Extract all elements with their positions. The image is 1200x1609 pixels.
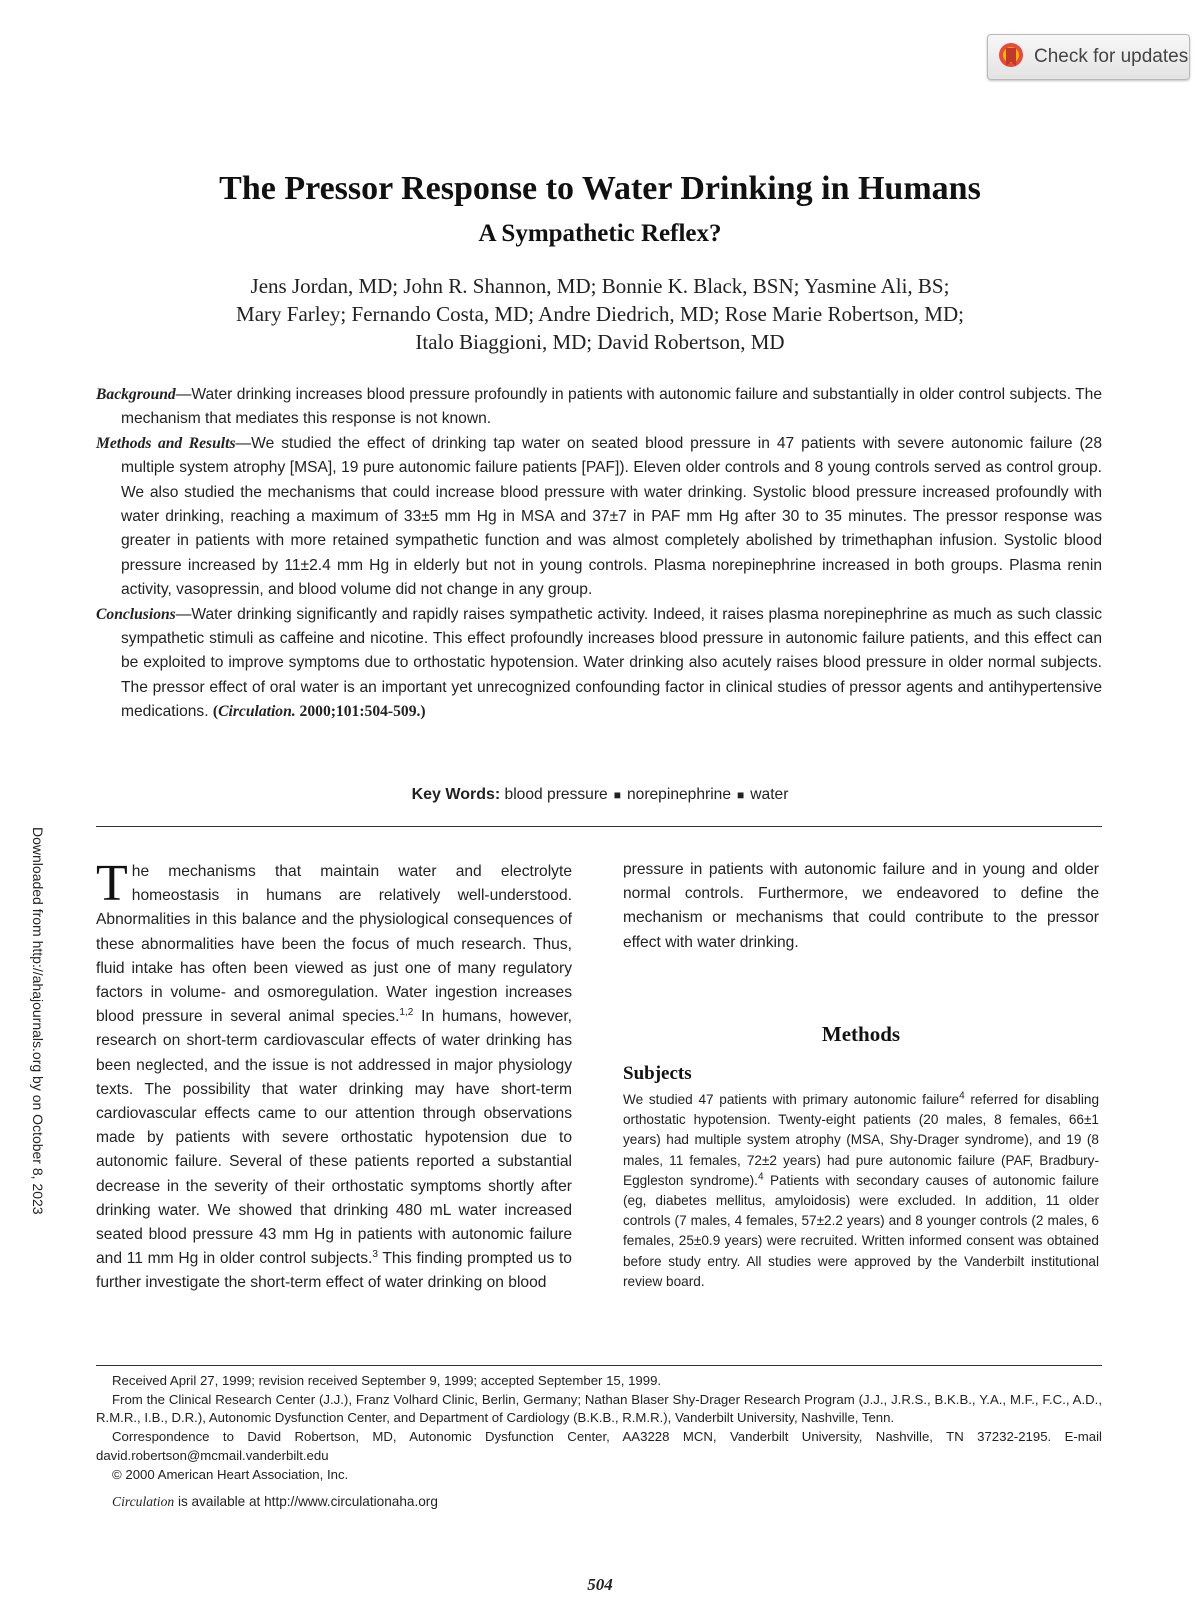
intro-column-left (96, 855, 572, 1296)
intro-text-a: he mechanisms that maintain water and electrolyte homeostasis in humans are relatively well-understood. Abnormalities in this balance and the physiological consequences of these abnormalities have been the focus of much research. Thus, fluid intake has often been viewed as just one of many regulatory factors in volume- and osmoregulation. Water ingestion increases blood pressure in several animal species. (96, 863, 572, 1026)
abstract-background-text: Water drinking increases blood pressure profoundly in patients with autonomic failure and substantially in older control subjects. The mechanism that mediates this response is not known. (121, 386, 1102, 428)
footnote-divider (96, 1365, 1102, 1366)
article-title: The Pressor Response to Water Drinking in Humans (219, 170, 981, 207)
footnote-availability (112, 1493, 1102, 1512)
author-line: Jens Jordan, MD; John R. Shannon, MD; Bonnie K. Black, BSN; Yasmine Ali, BS; (250, 274, 950, 298)
footnote-copyright: © 2000 American Heart Association, Inc. (112, 1466, 349, 1482)
abstract (96, 383, 1102, 725)
intro-text-b: In humans, however, research on short-term cardiovascular effects of water drinking has been neglected, and the issue is not addressed in major physiology texts. The possibility that water drinking may have short-term cardiovascular effects came to our attention through observations made by patients with severe orthostatic hypotension due to autonomic failure. Several of these patients reported a substantial decrease in the severity of their orthostatic symptoms shortly after drinking water. We showed that drinking 480 mL water increased seated blood pressure 43 mm Hg in patients with autonomic failure and 11 mm Hg in older control subjects. (96, 1008, 572, 1268)
footnote-received: Received April 27, 1999; revision received September 9, 1999; accepted September 15, 1999. (112, 1373, 662, 1388)
abstract-methods: Methods and Results—We studied the effect of drinking tap water on seated blood pressure in 47 patients with severe autonomic failure (28 multiple system atrophy [MSA], 19 pure autonomic failure patients [PAF]). Eleven older controls and 8 young controls served as control group. We also studied the mechanisms that could increase blood pressure with water drinking. Systolic blood pressure increased profoundly with water drinking, reaching a maximum of 33±5 mm Hg in MSA and 37±7 in PAF mm Hg after 30 to 35 minutes. The pressor response was greater in patients with more retained sympathetic function and was almost completely abolished by trimethaphan infusion. Systolic blood pressure increased by 11±2.4 mm Hg in elderly but not in young controls. Plasma norepinephrine increased in both groups. Plasma renin activity, vasopressin, and blood volume did not change in any group. (96, 434, 1102, 599)
intro-column-right (623, 858, 1099, 955)
reference-mark: 1,2 (399, 1007, 414, 1019)
abstract-methods-label: Methods and Results (96, 434, 236, 452)
abstract-background: Background—Water drinking increases blood pressure profoundly in patients with autonomic failure and substantially in older control subjects. The mechanism that mediates this response is not known. (96, 386, 1102, 428)
abstract-conclusions: Conclusions—Water drinking significantly and rapidly raises sympathetic activity. Indeed, it raises plasma norepinephrine as much as such classic sympathetic stimuli as caffeine and nicotine. This effect profoundly increases blood pressure in autonomic failure patients, and this effect can be exploited to improve symptoms due to orthostatic hypotension. Water drinking also acutely raises blood pressure in older normal subjects. The pressor effect of oral water is an important yet unrecognized confounding factor in clinical studies of pressor agents and antihypertensive medications. (Circulation. 2000;101:504-509.) (96, 605, 1102, 721)
citation-open: ( (212, 703, 219, 721)
reference-mark: 4 (959, 1090, 965, 1102)
abstract-conclusions-label: Conclusions (96, 605, 176, 623)
footnote-affiliations: From the Clinical Research Center (J.J.), Franz Volhard Clinic, Berlin, Germany; Nathan Blaser Shy-Drager Research Program (J.J., J.R.S., B.K.B., Y.A., M.F., F.C., A.D., R.M.R., I.B., D.R.), Autonomic Dysfunction Center, and Department of Cardiology (B.K.B., R.M.R.), Vanderbilt University, Nashville, Tenn. (96, 1391, 1102, 1426)
availability-text: is available at http://www.circulationaha.org (174, 1494, 438, 1510)
subjects-heading: Subjects (623, 1063, 692, 1084)
abstract-methods-text: We studied the effect of drinking tap water on seated blood pressure in 47 patients with severe autonomic failure (28 multiple system atrophy [MSA], 19 pure autonomic failure patients [PAF]). Eleven older controls and 8 young controls served as control group. We also studied the mechanisms that could increase blood pressure with water drinking. Systolic blood pressure increased profoundly with water drinking, reaching a maximum of 33±5 mm Hg in MSA and 37±7 in PAF mm Hg after 30 to 35 minutes. The pressor response was greater in patients with more retained sympathetic function and was almost completely abolished by trimethaphan infusion. Systolic blood pressure increased by 11±2.4 mm Hg in elderly but not in young controls. Plasma norepinephrine increased in both groups. Plasma renin activity, vasopressin, and blood volume did not change in any group. (121, 434, 1102, 599)
citation (213, 703, 426, 720)
author-list (0, 272, 1200, 356)
download-note: Downloaded from http://ahajournals.org by on October 8, 2023 (30, 827, 46, 1215)
intro-continuation: pressure in patients with autonomic failure and in young and older normal controls. Furthermore, we endeavored to define the mechanism or mechanisms that could contribute to the pressor effect with water drinking. (623, 861, 1099, 951)
article-subtitle: A Sympathetic Reflex? (478, 220, 722, 247)
reference-mark: 3 (372, 1249, 378, 1261)
subjects-text-c: Patients with secondary causes of autonomic failure (eg, diabetes mellitus, amyloidosis) were excluded. In addition, 11 older controls (7 males, 4 females, 57±2.2 years) and 8 younger controls (2 males, 6 females, 25±0.9 years) were recruited. Written informed consent was obtained before study entry. All studies were approved by the Vanderbilt institutional review board. (623, 1172, 1099, 1289)
keyword-separator: ■ (613, 788, 621, 802)
subjects-paragraph (623, 1090, 1099, 1292)
footnote-correspondence: Correspondence to David Robertson, MD, Autonomic Dysfunction Center, AA3228 MCN, Vanderbilt University, Nashville, TN 37232-2195. E-mail david.robertson@mcmail.vanderbilt.edu (96, 1429, 1102, 1463)
page-number: 504 (587, 1575, 613, 1594)
citation-journal: Circulation. (218, 703, 296, 721)
abstract-conclusions-text: Water drinking significantly and rapidly raises sympathetic activity. Indeed, it raises plasma norepinephrine as much as such classic sympathetic stimuli as caffeine and nicotine. This effect profoundly increases blood pressure in autonomic failure patients, and this effect can be exploited to improve symptoms due to orthostatic hypotension. Water drinking also acutely raises blood pressure in older normal subjects. The pressor effect of oral water is an important yet unrecognized confounding factor in clinical studies of pressor agents and antihypertensive medications. (121, 605, 1102, 721)
check-for-updates-label: Check for updates (1034, 46, 1189, 67)
author-line: Italo Biaggioni, MD; David Robertson, MD (415, 330, 785, 354)
intro-paragraph (96, 855, 572, 1296)
key-words-label: Key Words: (411, 786, 501, 803)
key-words (0, 786, 1200, 804)
subjects-text-b: referred for disabling orthostatic hypotension. Twenty-eight patients (20 males, 8 females, 66±1 years) had multiple system atrophy (MSA, Shy-Drager syndrome), and 19 (8 males, 11 females, 72±2 years) had pure autonomic failure (PAF, Bradbury-Eggleston syndrome). (623, 1092, 1100, 1188)
abstract-background-label: Background (96, 386, 176, 403)
reference-mark: 4 (757, 1171, 764, 1183)
author-line: Mary Farley; Fernando Costa, MD; Andre Diedrich, MD; Rose Marie Robertson, MD; (236, 302, 964, 326)
footnotes (96, 1372, 1102, 1512)
keyword-separator: ■ (737, 788, 745, 802)
abstract-divider (96, 826, 1102, 827)
methods-heading: Methods (821, 1022, 901, 1046)
subjects-text-a: We studied 47 patients with primary autonomic failure (623, 1092, 960, 1107)
availability-journal: Circulation (112, 1494, 175, 1510)
drop-cap: T (96, 855, 128, 912)
check-for-updates-button[interactable] (987, 34, 1190, 80)
keyword: water (750, 786, 789, 803)
intro-text-c: This finding prompted us to further investigate the short-term effect of water drinking on blood (96, 1250, 572, 1292)
bookmark-badge-icon (998, 42, 1024, 72)
citation-volume: 2000;101:504-509.) (295, 703, 426, 721)
keyword: norepinephrine (626, 786, 732, 803)
keyword: blood pressure (504, 786, 608, 803)
